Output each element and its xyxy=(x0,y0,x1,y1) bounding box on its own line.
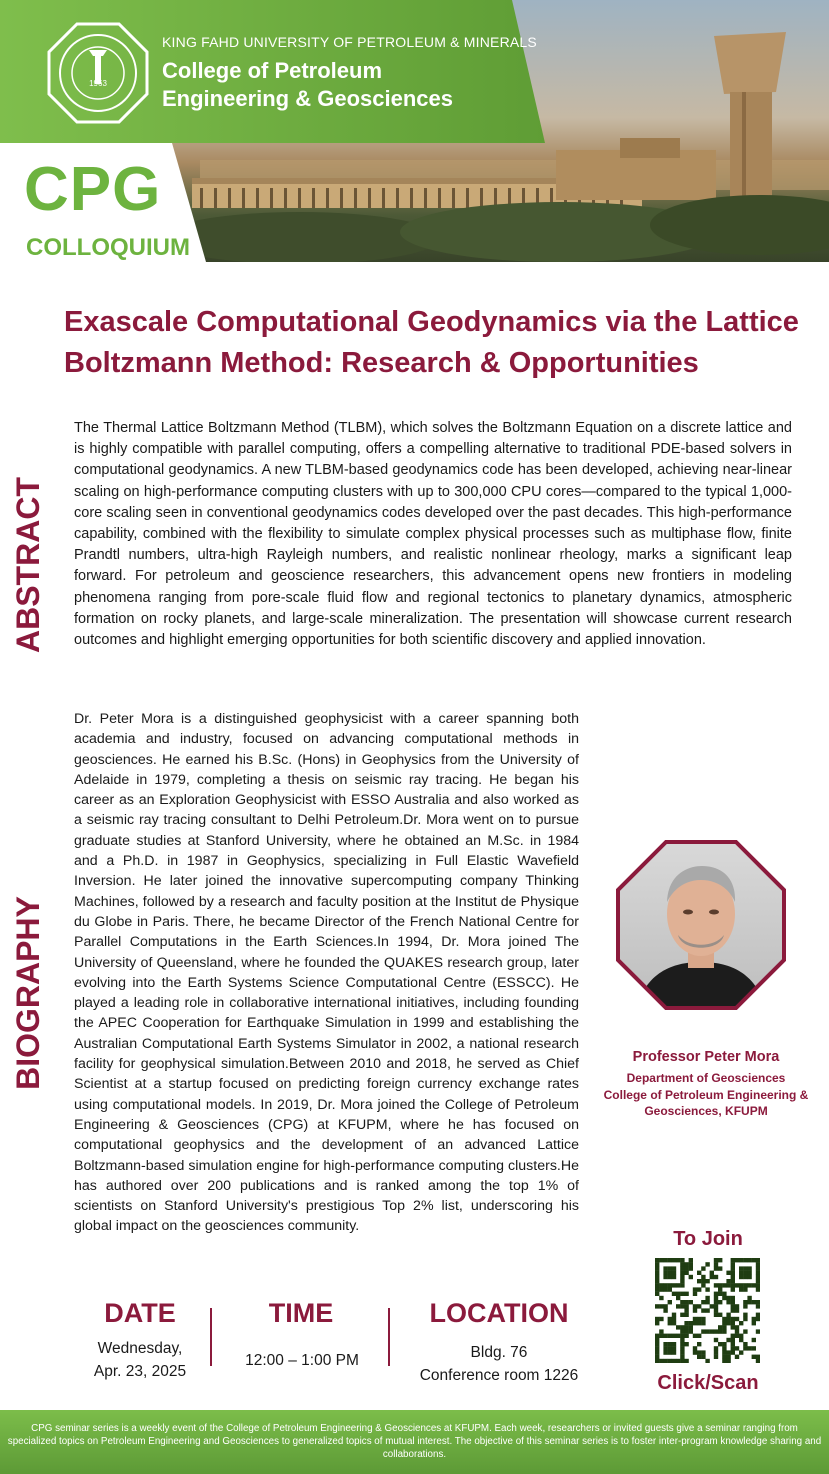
divider xyxy=(388,1308,390,1366)
date-weekday: Wednesday, xyxy=(97,1340,183,1357)
biography-label: BIOGRAPHY xyxy=(10,896,46,1090)
footer-text: CPG seminar series is a weekly event of the College of Petroleum Engineering & Geosciences at KFUPM. Each week, researchers or invited guests give a seminar ranging from specialized topics on Petroleum Engineering and Geosciences to generalized topics of mutual interest. The objective of this seminar series is to foster inter-program knowledge sharing and collaborations. xyxy=(7,1423,822,1460)
location-value xyxy=(396,1341,602,1387)
date-value xyxy=(76,1337,204,1383)
seal-year: 1963 xyxy=(89,79,107,88)
date-day: Apr. 23, 2025 xyxy=(93,1363,187,1380)
divider xyxy=(210,1308,212,1366)
time-heading: TIME xyxy=(268,1298,334,1328)
join-qr-code[interactable] xyxy=(655,1258,760,1363)
location-heading: LOCATION xyxy=(429,1298,569,1328)
series-name: COLLOQUIUM xyxy=(26,234,190,261)
university-name: KING FAHD UNIVERSITY OF PETROLEUM & MINERALS xyxy=(162,34,537,50)
speaker-college-cont: Geosciences, KFUPM xyxy=(644,1104,768,1118)
to-join-heading: To Join xyxy=(673,1228,743,1250)
abstract-text: The Thermal Lattice Boltzmann Method (TLBM), which solves the Boltzmann Equation on a discrete lattice and is highly compatible with parallel computing, offers a compelling alternative to traditional PDE-based solvers in computational geodynamics. A new TLBM-based geodynamics code has been developed, achieving near-linear scaling on high-performance computing clusters with up to 300,000 CPU cores—compared to the typical 1,000-core scaling seen in conventional geodynamics codes developed over the past decades. This high-performance capability, combined with the flexibility to simulate complex physical processes such as multiphase flow, finite Prandtl numbers, ultra-high Rayleigh numbers, and realistic nonlinear rheology, marks a significant leap forward. For petroleum and geoscience researchers, this advancement opens new frontiers in modeling phenomena ranging from pore-scale fluid flow and regional tectonics to planetary dynamics, atmospheric formation on rocky planets, and large-scale mineralization. The presentation will showcase current research outcomes and highlight emerging opportunities for both scientific discovery and applied innovation. xyxy=(74,420,792,649)
abstract-label: ABSTRACT xyxy=(10,477,46,653)
series-abbreviation: CPG xyxy=(24,155,162,224)
footer xyxy=(0,1410,829,1474)
location-room: Conference room 1226 xyxy=(419,1367,579,1384)
speaker-portrait xyxy=(616,840,786,1010)
speaker-college: College of Petroleum Engineering & xyxy=(603,1087,809,1102)
location-building: Bldg. 76 xyxy=(470,1344,528,1361)
biography-text: Dr. Peter Mora is a distinguished geophysicist with a career spanning both academia and industry, focused on advancing computational methods in geosciences. He earned his B.Sc. (Hons) in Geophysics from the University of Adelaide in 1979, completing a thesis on seismic ray tracing. He began his career as an Exploration Geophysicist with ESSO Australia and also worked as a seismic ray tracing consultant to Delhi Petroleum.Dr. Mora went on to pursue graduate studies at Stanford University, where he obtained an M.Sc. in 1984 and a Ph.D. in 1987 in Geophysics, specializing in Full Elastic Wavefield Inversion. He later joined the innovative supercomputing company Thinking Machines, followed by a research and faculty position at the Institut de Physique du Globe in Paris. There, he became Director of the French National Centre for Parallel Computations in the Earth Sciences.In 1994, Dr. Mora joined The University of Queensland, where he founded the QUAKES research group, later evolving into the Earth Systems Science Computational Centre (ESSCC). He played a leading role in collaborative international initiatives, including founding the APEC Cooperation for Earthquake Simulation in 1999 and establishing the Australian Computational Earth Systems Simulator in 2002, a national research facility for geophysical simulation.Between 2010 and 2018, he served as Chief Scientist at a startup focused on predicting foreign currency exchange rates using computational models. In 2019, Dr. Mora joined the College of Petroleum Engineering & Geosciences (CPG) at KFUPM, where he has focused on computational geophysics and the development of an advanced Lattice Boltzmann-based simulation engine for high-performance computing clusters.He has authored over 200 publications and is ranked among the top 1% of scientists on Stanford University's prestigious Top 2% list, underscoring his global impact on the geosciences community. xyxy=(74,711,579,1235)
speaker-name: Professor Peter Mora xyxy=(632,1049,780,1065)
date-heading: DATE xyxy=(104,1298,176,1328)
college-name-line1: College of Petroleum xyxy=(162,58,383,83)
time-value: 12:00 – 1:00 PM xyxy=(245,1352,359,1369)
click-scan-link[interactable]: Click/Scan xyxy=(657,1372,759,1394)
speaker-affiliation xyxy=(596,1070,816,1120)
university-seal-icon xyxy=(47,22,149,124)
header xyxy=(0,0,829,262)
speaker-department: Department of Geosciences xyxy=(626,1071,786,1085)
talk-title: Exascale Computational Geodynamics via the Lattice Boltzmann Method: Research & Opportunities xyxy=(64,306,799,379)
college-name-line2: Engineering & Geosciences xyxy=(162,86,453,111)
